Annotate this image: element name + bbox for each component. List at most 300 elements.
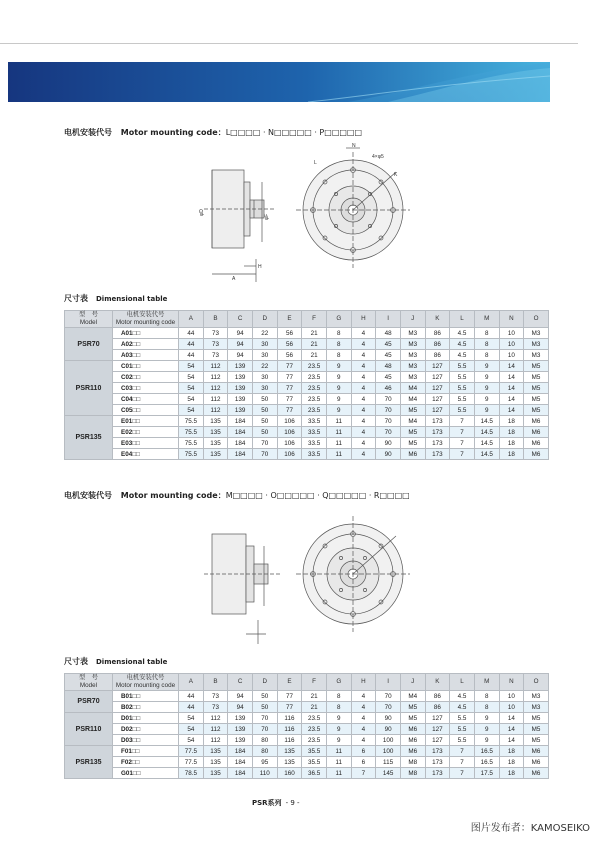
table-row (65, 746, 549, 757)
value-cell: M6 (524, 757, 549, 768)
table-row (65, 757, 549, 768)
header-col-f: F (302, 311, 327, 328)
value-cell: 106 (277, 449, 302, 460)
label-d: φD (199, 209, 205, 216)
section1-drawing (196, 142, 428, 284)
value-cell: 112 (203, 735, 228, 746)
value-cell: 33.5 (302, 427, 327, 438)
value-cell: M5 (524, 735, 549, 746)
value-cell: M3 (400, 361, 425, 372)
value-cell: 90 (376, 724, 401, 735)
value-cell: 4 (351, 361, 376, 372)
value-cell: M6 (524, 438, 549, 449)
value-cell: 11 (326, 449, 351, 460)
value-cell: 86 (425, 328, 450, 339)
table-row (65, 768, 549, 779)
table2-title-en: Dimensional table (96, 658, 168, 666)
value-cell: 36.5 (302, 768, 327, 779)
value-cell: 30 (252, 372, 277, 383)
value-cell: 4 (351, 383, 376, 394)
value-cell: 135 (203, 416, 228, 427)
value-cell: 127 (425, 724, 450, 735)
value-cell: 18 (499, 438, 524, 449)
section1-title-cn: 电机安装代号 (64, 128, 112, 137)
page-footer (252, 798, 300, 808)
value-cell: 139 (228, 372, 253, 383)
value-cell: 90 (376, 449, 401, 460)
value-cell: 127 (425, 713, 450, 724)
value-cell: 112 (203, 372, 228, 383)
value-cell: 48 (376, 328, 401, 339)
value-cell: 135 (203, 768, 228, 779)
value-cell: 139 (228, 713, 253, 724)
mounting-code-cell: B02□□ (113, 702, 179, 713)
value-cell: 10 (499, 350, 524, 361)
value-cell: 30 (252, 383, 277, 394)
value-cell: 139 (228, 735, 253, 746)
value-cell: 4 (351, 691, 376, 702)
value-cell: 106 (277, 438, 302, 449)
section2-title-en: Motor mounting code： (120, 491, 226, 500)
table-row (65, 713, 549, 724)
value-cell: M3 (524, 350, 549, 361)
section1-title (64, 127, 362, 138)
value-cell: 173 (425, 438, 450, 449)
model-cell: PSR135 (65, 416, 113, 460)
value-cell: 50 (252, 394, 277, 405)
value-cell: M6 (524, 746, 549, 757)
value-cell: 14.5 (474, 438, 499, 449)
value-cell: 4 (351, 735, 376, 746)
header-model-en: Model (79, 682, 98, 689)
value-cell: 135 (277, 757, 302, 768)
table1-title-en: Dimensional table (96, 295, 168, 303)
header-col-k: K (425, 674, 450, 691)
header-col-j: J (400, 674, 425, 691)
value-cell: 4 (351, 713, 376, 724)
value-cell: 33.5 (302, 449, 327, 460)
value-cell: 14 (499, 372, 524, 383)
value-cell: 135 (203, 746, 228, 757)
header-col-c: C (228, 311, 253, 328)
value-cell: 10 (499, 339, 524, 350)
value-cell: 139 (228, 405, 253, 416)
model-cell: PSR110 (65, 361, 113, 416)
header-col-o: O (524, 311, 549, 328)
table-row (65, 350, 549, 361)
table1-title-cn: 尺寸表 (64, 294, 88, 303)
value-cell: 54 (179, 724, 204, 735)
value-cell: 50 (252, 691, 277, 702)
value-cell: 95 (252, 757, 277, 768)
value-cell: 9 (326, 372, 351, 383)
value-cell: 173 (425, 427, 450, 438)
model-cell: PSR110 (65, 713, 113, 746)
label-l: L (314, 160, 317, 166)
value-cell: 22 (252, 361, 277, 372)
value-cell: 4 (351, 328, 376, 339)
value-cell: 35.5 (302, 746, 327, 757)
value-cell: 112 (203, 713, 228, 724)
value-cell: M5 (400, 702, 425, 713)
header-col-l: L (450, 674, 475, 691)
page-number: - 9 - (285, 799, 300, 807)
header-col-m: M (474, 311, 499, 328)
value-cell: 75.5 (179, 427, 204, 438)
value-cell: 77 (277, 372, 302, 383)
table-row (65, 735, 549, 746)
value-cell: 70 (376, 405, 401, 416)
table-row (65, 361, 549, 372)
value-cell: 9 (326, 361, 351, 372)
value-cell: M5 (400, 438, 425, 449)
value-cell: 4 (351, 339, 376, 350)
value-cell: 44 (179, 328, 204, 339)
value-cell: M6 (400, 724, 425, 735)
value-cell: 70 (376, 427, 401, 438)
value-cell: 127 (425, 361, 450, 372)
value-cell: 54 (179, 383, 204, 394)
table-row (65, 383, 549, 394)
value-cell: 127 (425, 735, 450, 746)
value-cell: 6 (351, 757, 376, 768)
value-cell: 9 (326, 394, 351, 405)
top-rule (0, 43, 578, 44)
value-cell: 106 (277, 416, 302, 427)
value-cell: 50 (252, 416, 277, 427)
value-cell: 16.5 (474, 757, 499, 768)
table-header-row (65, 311, 549, 328)
value-cell: 90 (376, 438, 401, 449)
value-cell: 14 (499, 405, 524, 416)
value-cell: M3 (524, 339, 549, 350)
header-model-cn: 型 号 (79, 311, 98, 318)
value-cell: 17.5 (474, 768, 499, 779)
dimension-table-2 (64, 673, 549, 779)
mounting-code-cell: F02□□ (113, 757, 179, 768)
value-cell: 22 (252, 328, 277, 339)
value-cell: 4 (351, 350, 376, 361)
value-cell: 56 (277, 350, 302, 361)
value-cell: 5.5 (450, 405, 475, 416)
header-col-i: I (376, 311, 401, 328)
value-cell: 110 (252, 768, 277, 779)
value-cell: M5 (400, 713, 425, 724)
value-cell: M3 (400, 339, 425, 350)
value-cell: 4 (351, 449, 376, 460)
value-cell: 8 (326, 328, 351, 339)
value-cell: 54 (179, 735, 204, 746)
value-cell: 14 (499, 394, 524, 405)
value-cell: 54 (179, 405, 204, 416)
value-cell: 116 (277, 713, 302, 724)
header-model (65, 674, 113, 691)
value-cell: 9 (326, 735, 351, 746)
mounting-code-cell: E01□□ (113, 416, 179, 427)
value-cell: 94 (228, 691, 253, 702)
value-cell: 94 (228, 339, 253, 350)
value-cell: 86 (425, 339, 450, 350)
header-col-l: L (450, 311, 475, 328)
value-cell: 77 (277, 361, 302, 372)
value-cell: 9 (326, 713, 351, 724)
value-cell: 23.5 (302, 724, 327, 735)
value-cell: M5 (524, 383, 549, 394)
mounting-code-cell: C01□□ (113, 361, 179, 372)
value-cell: 8 (326, 350, 351, 361)
value-cell: M6 (400, 746, 425, 757)
value-cell: 21 (302, 702, 327, 713)
value-cell: 78.5 (179, 768, 204, 779)
value-cell: 75.5 (179, 416, 204, 427)
value-cell: 173 (425, 416, 450, 427)
value-cell: 23.5 (302, 361, 327, 372)
value-cell: 4 (351, 405, 376, 416)
value-cell: 33.5 (302, 416, 327, 427)
mounting-code-cell: B01□□ (113, 691, 179, 702)
value-cell: M5 (524, 405, 549, 416)
header-col-o: O (524, 674, 549, 691)
mounting-code-cell: C04□□ (113, 394, 179, 405)
mounting-code-cell: D02□□ (113, 724, 179, 735)
value-cell: M3 (400, 328, 425, 339)
section2-title (64, 490, 410, 501)
value-cell: 116 (277, 724, 302, 735)
mounting-code-cell: D03□□ (113, 735, 179, 746)
value-cell: 8 (326, 691, 351, 702)
header-col-j: J (400, 311, 425, 328)
value-cell: 23.5 (302, 394, 327, 405)
section2-title-cn: 电机安装代号 (64, 491, 112, 500)
header-col-c: C (228, 674, 253, 691)
value-cell: 11 (326, 416, 351, 427)
value-cell: M6 (524, 449, 549, 460)
value-cell: 10 (499, 328, 524, 339)
header-code-en: Motor mounting code (115, 319, 176, 326)
header-col-a: A (179, 674, 204, 691)
header-col-d: D (252, 674, 277, 691)
value-cell: 50 (252, 427, 277, 438)
value-cell: 184 (228, 416, 253, 427)
header-col-h: H (351, 674, 376, 691)
value-cell: 54 (179, 394, 204, 405)
value-cell: 9 (326, 383, 351, 394)
value-cell: 70 (376, 416, 401, 427)
value-cell: 160 (277, 768, 302, 779)
value-cell: 21 (302, 350, 327, 361)
value-cell: 18 (499, 768, 524, 779)
value-cell: 4.5 (450, 339, 475, 350)
value-cell: 184 (228, 438, 253, 449)
value-cell: 145 (376, 768, 401, 779)
value-cell: 54 (179, 372, 204, 383)
header-col-d: D (252, 311, 277, 328)
value-cell: 46 (376, 383, 401, 394)
value-cell: M3 (524, 691, 549, 702)
value-cell: 35.5 (302, 757, 327, 768)
value-cell: M5 (524, 372, 549, 383)
model-cell: PSR70 (65, 328, 113, 361)
value-cell: 112 (203, 724, 228, 735)
table-row (65, 339, 549, 350)
value-cell: 77 (277, 383, 302, 394)
value-cell: M3 (400, 372, 425, 383)
value-cell: 14 (499, 724, 524, 735)
value-cell: 33.5 (302, 438, 327, 449)
value-cell: 30 (252, 339, 277, 350)
table-row (65, 449, 549, 460)
value-cell: 100 (376, 746, 401, 757)
header-col-b: B (203, 674, 228, 691)
value-cell: 5.5 (450, 372, 475, 383)
header-model-cn: 型 号 (79, 674, 98, 681)
value-cell: 73 (203, 339, 228, 350)
value-cell: 70 (252, 438, 277, 449)
value-cell: M8 (400, 757, 425, 768)
value-cell: 5.5 (450, 713, 475, 724)
value-cell: 70 (376, 691, 401, 702)
value-cell: M5 (524, 713, 549, 724)
value-cell: 7 (450, 768, 475, 779)
mounting-code-cell: C02□□ (113, 372, 179, 383)
value-cell: 14.5 (474, 416, 499, 427)
table2-title (64, 656, 167, 667)
value-cell: 7 (450, 757, 475, 768)
value-cell: 45 (376, 339, 401, 350)
value-cell: 73 (203, 328, 228, 339)
mounting-code-cell: A02□□ (113, 339, 179, 350)
value-cell: 14 (499, 383, 524, 394)
value-cell: 14.5 (474, 427, 499, 438)
value-cell: M8 (400, 768, 425, 779)
label-a: A (232, 276, 236, 282)
value-cell: 56 (277, 339, 302, 350)
table-row (65, 405, 549, 416)
value-cell: 44 (179, 339, 204, 350)
value-cell: 127 (425, 405, 450, 416)
value-cell: 9 (326, 405, 351, 416)
value-cell: 8 (326, 339, 351, 350)
value-cell: M5 (524, 394, 549, 405)
value-cell: 4.5 (450, 328, 475, 339)
table-header-row (65, 674, 549, 691)
value-cell: 9 (474, 394, 499, 405)
value-cell: 112 (203, 361, 228, 372)
value-cell: 18 (499, 757, 524, 768)
value-cell: 9 (474, 383, 499, 394)
value-cell: 11 (326, 768, 351, 779)
value-cell: 127 (425, 372, 450, 383)
value-cell: M4 (400, 383, 425, 394)
value-cell: 80 (252, 735, 277, 746)
value-cell: 135 (203, 449, 228, 460)
header-model-en: Model (79, 319, 98, 326)
value-cell: 45 (376, 350, 401, 361)
mounting-code-cell: E04□□ (113, 449, 179, 460)
value-cell: 4 (351, 372, 376, 383)
value-cell: 70 (252, 713, 277, 724)
header-model (65, 311, 113, 328)
value-cell: 8 (474, 691, 499, 702)
value-cell: 7 (450, 438, 475, 449)
value-cell: 9 (474, 361, 499, 372)
value-cell: 11 (326, 427, 351, 438)
value-cell: 14 (499, 361, 524, 372)
header-col-b: B (203, 311, 228, 328)
value-cell: 94 (228, 702, 253, 713)
value-cell: 5.5 (450, 383, 475, 394)
value-cell: 54 (179, 713, 204, 724)
label-holes: 4×φ5 (372, 154, 384, 160)
header-col-n: N (499, 674, 524, 691)
value-cell: 139 (228, 724, 253, 735)
value-cell: 75.5 (179, 449, 204, 460)
value-cell: 86 (425, 350, 450, 361)
label-n: N (352, 143, 356, 149)
value-cell: 4 (351, 416, 376, 427)
header-col-e: E (277, 311, 302, 328)
mounting-code-cell: F01□□ (113, 746, 179, 757)
value-cell: 23.5 (302, 735, 327, 746)
value-cell: 94 (228, 328, 253, 339)
value-cell: 184 (228, 757, 253, 768)
footer-series: PSR系列 (252, 799, 282, 807)
value-cell: M4 (400, 691, 425, 702)
value-cell: 4 (351, 438, 376, 449)
value-cell: 127 (425, 383, 450, 394)
table2-title-cn: 尺寸表 (64, 657, 88, 666)
table-row (65, 372, 549, 383)
value-cell: 8 (474, 702, 499, 713)
value-cell: M3 (400, 350, 425, 361)
value-cell: 9 (474, 713, 499, 724)
header-col-n: N (499, 311, 524, 328)
value-cell: 30 (252, 350, 277, 361)
value-cell: 5.5 (450, 361, 475, 372)
table-row (65, 702, 549, 713)
value-cell: 77 (277, 394, 302, 405)
value-cell: 173 (425, 768, 450, 779)
table-row (65, 328, 549, 339)
header-mounting-code (113, 311, 179, 328)
value-cell: 44 (179, 350, 204, 361)
value-cell: M3 (524, 702, 549, 713)
value-cell: 7 (450, 416, 475, 427)
value-cell: 8 (326, 702, 351, 713)
model-cell: PSR70 (65, 691, 113, 713)
header-col-i: I (376, 674, 401, 691)
value-cell: 184 (228, 768, 253, 779)
value-cell: 73 (203, 691, 228, 702)
value-cell: 77 (277, 691, 302, 702)
value-cell: 173 (425, 757, 450, 768)
value-cell: M6 (524, 427, 549, 438)
value-cell: 54 (179, 361, 204, 372)
header-col-h: H (351, 311, 376, 328)
header-mounting-code (113, 674, 179, 691)
value-cell: 77.5 (179, 757, 204, 768)
value-cell: M5 (524, 361, 549, 372)
label-f: φF (264, 213, 270, 220)
value-cell: 9 (474, 405, 499, 416)
value-cell: 173 (425, 746, 450, 757)
value-cell: 77 (277, 405, 302, 416)
value-cell: 135 (277, 746, 302, 757)
mounting-code-cell: A01□□ (113, 328, 179, 339)
value-cell: 139 (228, 383, 253, 394)
header-col-m: M (474, 674, 499, 691)
publisher-credit: 图片发布者：KAMOSEIKO (470, 823, 590, 834)
